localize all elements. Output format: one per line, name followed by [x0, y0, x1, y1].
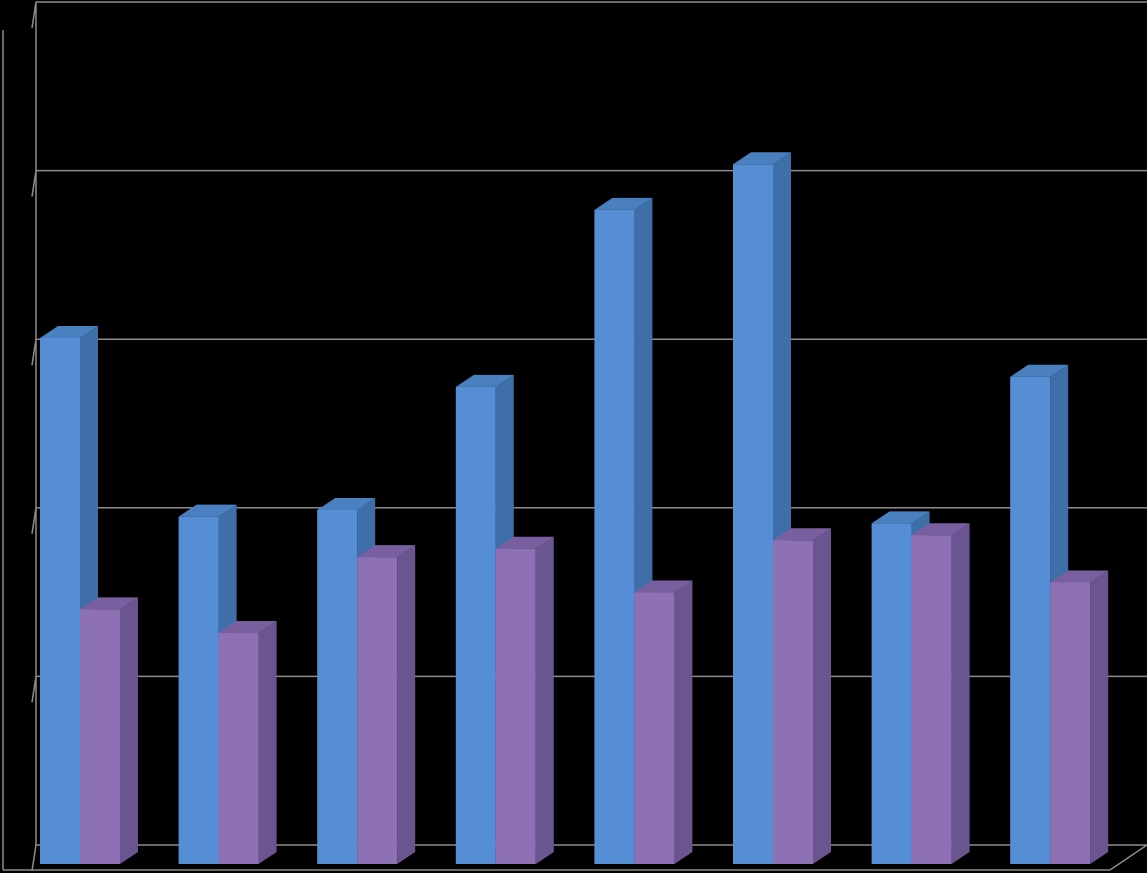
- bar: [1050, 570, 1108, 864]
- bar-side: [813, 528, 831, 864]
- bar-side: [952, 523, 970, 864]
- bar-front: [773, 540, 813, 864]
- bar-front: [733, 164, 773, 864]
- bar-side: [1090, 570, 1108, 864]
- bar-side: [674, 581, 692, 864]
- bar-front: [872, 523, 912, 864]
- bar-front: [317, 510, 357, 864]
- bar-front: [80, 609, 120, 864]
- bar-front: [634, 593, 674, 864]
- bar-side: [120, 597, 138, 864]
- chart-frame: [3, 2, 1147, 871]
- bar-side: [536, 537, 554, 864]
- bar-front: [1050, 582, 1090, 864]
- bar-front: [179, 517, 219, 864]
- bar-front: [1010, 377, 1050, 864]
- bar-front: [912, 535, 952, 864]
- bar-front: [456, 387, 496, 864]
- bar: [773, 528, 831, 864]
- bar-front: [219, 633, 259, 864]
- bar-front: [357, 557, 397, 864]
- bar-front: [496, 549, 536, 864]
- bar-side: [397, 545, 415, 864]
- side-wall-tick: [32, 845, 36, 871]
- bar-front: [40, 338, 80, 864]
- bar: [496, 537, 554, 864]
- floor-right-edge: [1110, 845, 1147, 870]
- bar-front: [594, 210, 634, 864]
- bar: [912, 523, 970, 864]
- bar: [80, 597, 138, 864]
- bar: [634, 581, 692, 864]
- bar: [357, 545, 415, 864]
- bar-side: [259, 621, 277, 864]
- bar: [219, 621, 277, 864]
